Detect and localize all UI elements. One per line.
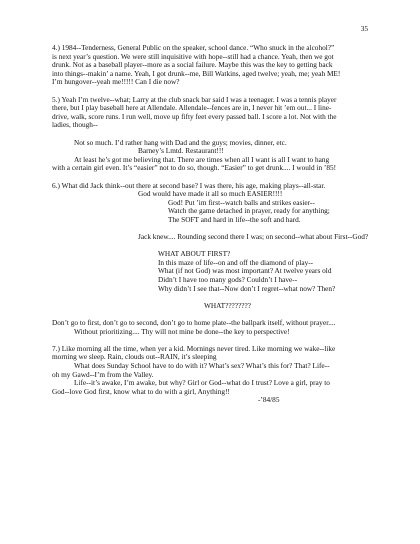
- text-line: there, but I play baseball here at Allendale. Allendale--fences are in, I never hit ’em out... I line-: [52, 103, 332, 113]
- text-line: 6.) What did Jack think--out there at second base? I was there, his age, making plays--all-star.: [52, 180, 326, 190]
- verse-line: God! Put ’im first--watch balls and strikes easier--: [168, 197, 315, 207]
- text-line: 4.) 1984--Tenderness, General Public on the speaker, school dance. “Who snuck in the alcohol?”: [52, 43, 335, 52]
- text-line: God--love God first, know what to do with a girl, Anything!!: [52, 386, 230, 396]
- text-line: Without prioritizing.... Thy will not mine be done--the key to perspective!: [74, 326, 290, 336]
- text-line: At least he’s got me believing that. There are times when all I want is all I want to hang: [74, 154, 330, 164]
- text-line: What does Sunday School have to do with it? What’s sex? What’s this for? That? Life--: [74, 360, 330, 370]
- text-line: is next year’s question. We were still inquisitive with hope--still had a chance. Yeah, then we got: [52, 51, 334, 61]
- text-line: oh my Gawd--I’m from the Valley.: [52, 369, 154, 379]
- verse-line: God would have made it all so much EASIER!!!!: [138, 189, 283, 199]
- signature: -’84/85: [258, 395, 280, 405]
- text-line: Don’t go to first, don’t go to second, don’t go to home plate--the ballpark itself, without prayer....: [52, 318, 336, 327]
- text-line: morning we sleep. Rain, clouds out--RAIN, it’s sleeping: [52, 352, 217, 362]
- quote-line: Not so much. I’d rather hang with Dad and the guys; movies, dinner, etc.: [74, 137, 287, 147]
- text-line: drive, walk, score runs. I run well, move up fifty feet every passed ball. I score a lot. Not with the: [52, 111, 337, 121]
- verse-line: Why didn’t I see that--Now don’t I regret--what now? Then?: [158, 283, 336, 293]
- text-line: 5.) Yeah I’m twelve--what; Larry at the club snack bar said I was a teenager. I was a tennis player: [52, 94, 337, 104]
- document-body: [52, 44, 378, 405]
- text-line: drunk. Not as a baseball player--more as a social failure. Maybe this was the key to getting back: [52, 60, 333, 70]
- verse-line: Jack knew.... Rounding second there I was; on second--what about First--God?: [138, 232, 369, 242]
- section-4: [52, 44, 378, 87]
- text-line: I’m hungover--yeah me!!!!! Can I die now?: [52, 77, 180, 87]
- text-line: Life--it’s awake, I’m awake, but why? Girl or God--what do I trust? Love a girl, pray to: [74, 378, 330, 388]
- text-line: ladies, though--: [52, 120, 98, 130]
- verse-line: What (if not God) was most important? At twelve years old: [158, 266, 332, 276]
- text-line: 7.) Like morning all the time, when yer a kid. Mornings never tired. Like morning we wake--like: [52, 343, 336, 353]
- verse-line: Watch the game detached in prayer, ready for anything;: [168, 206, 330, 216]
- quote-line: Barney’s Lmtd. Restaurant!!!: [138, 146, 224, 156]
- page-number: 35: [360, 24, 368, 33]
- text-line: into things--makin’ a name. Yeah, I got drunk--me, Bill Watkins, aged twelve; yeah, me; yeah ME!: [52, 68, 341, 78]
- verse-heading: WHAT ABOUT FIRST?: [158, 249, 231, 259]
- verse-line: The SOFT and hard in life--the soft and hard.: [168, 214, 301, 224]
- verse-line: WHAT????????: [204, 300, 251, 310]
- section-6: [52, 182, 378, 337]
- text-line: with a certain girl even. It’s “easier” not to do so, though. “Easier” to get drunk.... I would in ’85!: [52, 163, 337, 173]
- section-5: [52, 96, 378, 173]
- verse-line: Didn’t I have too many gods? Couldn’t I have--: [158, 275, 298, 285]
- section-7: [52, 345, 378, 405]
- verse-line: In this maze of life--on and off the diamond of play--: [158, 257, 314, 267]
